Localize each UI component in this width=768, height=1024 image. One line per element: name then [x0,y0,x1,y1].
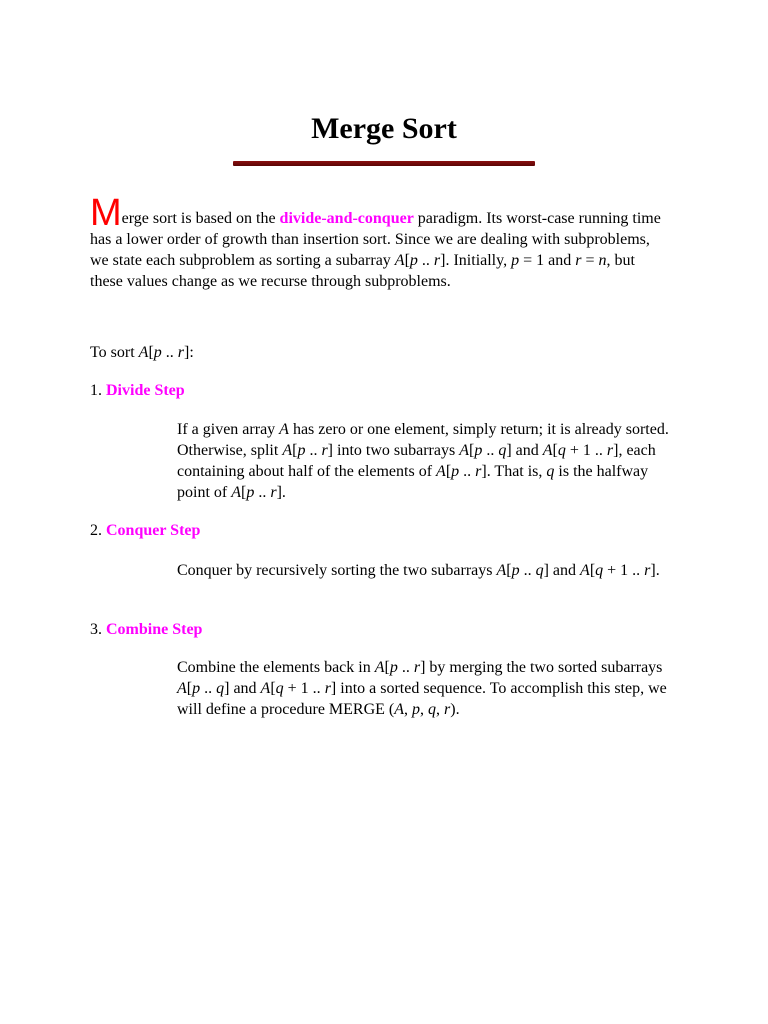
intro-paragraph: Merge sort is based on the divide-and-conquer paradigm. Its worst-case running time has a lower order of growth than insertion sort. Since we are dealing with subproblems, we state each subproblem as sorting a subarray A[p .. r]. Initially, p = 1 and r = n, but these values change as we recurse through subproblems. [90,192,661,290]
step-number: 1. [90,382,102,399]
step-combine-heading [90,619,202,640]
step-conquer-heading [90,520,200,541]
step-title: Divide Step [106,382,185,399]
combine-step-text: Combine the elements back in A[p .. r] by merging the two sorted subarrays A[p .. q] and A[q + 1 .. r] into a sorted sequence. To accomplish this step, we will define a procedure MERGE (A, p, q, r). [177,659,667,718]
to-sort-line: To sort A[p .. r]: [90,344,194,361]
intro-text-1: erge sort is based on the [121,210,280,227]
text-run: Conquer by recursively sorting the two subarrays [177,562,497,579]
step-title: Conquer Step [106,522,201,539]
step-number: 2. [90,522,102,539]
text-run: If a given array [177,421,280,438]
step-divide-heading [90,380,185,401]
step-title: Combine Step [106,621,203,638]
text-run: has zero or one element, simply return; it is already sorted. Otherwise, split [177,421,669,459]
text-run: , each containing about half of the elements of [177,442,656,480]
drop-cap: M [90,192,122,234]
divide-step-text: If a given array A has zero or one element, simply return; it is already sorted. Otherwise, split A[p .. r] into two subarrays A[p .. q] and A[q + 1 .. r], each containing about half of the elements of A[p .. r]. That is, q is the halfway point of A[p .. r]. [177,421,669,501]
text-run: into two subarrays [333,442,460,459]
intro-text-3: . Initially, [445,252,512,269]
page-title: Merge Sort [311,112,457,145]
text-run: is the halfway point of [177,463,649,501]
text-run: and [548,562,581,579]
text-run: by merging the two sorted subarrays [425,659,663,676]
to-sort-label: To sort [90,344,135,361]
text-run: Combine the elements back in [177,659,375,676]
intro-text-2: paradigm. Its worst-case running time has a lower order of growth than insertion sort. Since we are dealing with subproblems, we state each subproblem as sorting a subarray [90,210,661,269]
text-run: and [229,680,261,697]
intro-text-4: , but these values change as we recurse through subproblems. [90,252,635,290]
text-run: into a sorted sequence. To accomplish this step, we will define a procedure MERGE ( [177,680,667,718]
text-run: . That is, [486,463,547,480]
step-number: 3. [90,621,102,638]
conquer-step-text: Conquer by recursively sorting the two subarrays A[p .. q] and A[q + 1 .. r]. [177,562,660,579]
divide-and-conquer-term: divide-and-conquer [279,210,414,227]
title-divider [233,161,535,166]
text-run: and [511,442,543,459]
